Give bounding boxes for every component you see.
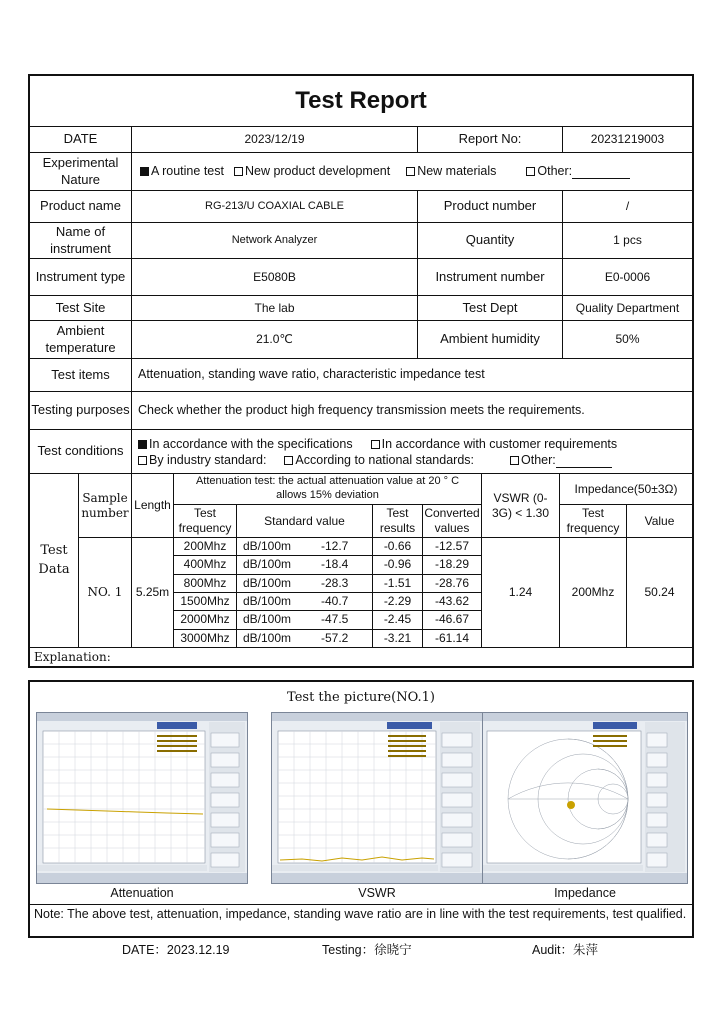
row-unit: dB/100m <box>237 611 297 629</box>
row-unit: dB/100m <box>237 593 297 611</box>
row-frequency: 1500Mhz <box>174 593 237 611</box>
instrument-name-value: Network Analyzer <box>132 223 418 259</box>
product-number-value: / <box>563 191 692 223</box>
test-dept-label: Test Dept <box>418 296 563 321</box>
checked-box-icon <box>138 440 147 449</box>
row-converted-value: -46.67 <box>423 611 482 629</box>
row-converted-value: -28.76 <box>423 575 482 593</box>
caption-attenuation: Attenuation <box>110 886 174 900</box>
testing-purposes-value: Check whether the product high frequency transmission meets the requirements. <box>132 392 692 430</box>
nature-label: Experimental Nature <box>30 153 132 191</box>
row-standard-value: -18.4 <box>297 556 373 574</box>
nature-option-other: Other: <box>526 164 630 180</box>
sample-number-header: Sample number <box>79 474 132 538</box>
quantity-label: Quantity <box>418 223 563 259</box>
checkbox-icon <box>510 456 519 465</box>
row-test-result: -0.66 <box>373 538 423 556</box>
row-unit: dB/100m <box>237 575 297 593</box>
report-no-value: 20231219003 <box>563 126 692 153</box>
test-conditions-label: Test conditions <box>30 430 132 474</box>
row-converted-value: -43.62 <box>423 593 482 611</box>
caption-impedance: Impedance <box>554 886 616 900</box>
footer-testing: Testing：徐晓宁 <box>322 943 412 957</box>
checkbox-icon <box>234 167 243 176</box>
impedance-screenshot <box>482 712 688 884</box>
row-unit: dB/100m <box>237 630 297 648</box>
test-site-value: The lab <box>132 296 418 321</box>
instrument-type-label: Instrument type <box>30 259 132 296</box>
row-standard-value: -40.7 <box>297 593 373 611</box>
row-test-result: -0.96 <box>373 556 423 574</box>
impedance-header: Impedance(50±3Ω) <box>560 474 692 505</box>
report-title: Test Report <box>30 76 692 127</box>
row-frequency: 800Mhz <box>174 575 237 593</box>
footer-audit: Audit：朱萍 <box>532 943 598 957</box>
instrument-number-value: E0-0006 <box>563 259 692 296</box>
nature-option-new-materials: New materials <box>406 164 496 180</box>
ambient-temp-label: Ambient temperature <box>30 321 132 359</box>
instrument-name-label: Name of instrument <box>30 223 132 259</box>
row-converted-value: -18.29 <box>423 556 482 574</box>
test-data-label: Test Data <box>30 474 79 648</box>
attenuation-header: Attenuation test: the actual attenuation value at 20 ° C allows 15% deviation <box>174 474 482 505</box>
row-converted-value: -12.57 <box>423 538 482 556</box>
product-number-label: Product number <box>418 191 563 223</box>
nature-option-new-product: New product development <box>234 164 390 180</box>
date-value: 2023/12/19 <box>132 126 418 153</box>
footer-date: DATE：2023.12.19 <box>122 943 230 957</box>
row-test-result: -3.21 <box>373 630 423 648</box>
instrument-number-label: Instrument number <box>418 259 563 296</box>
converted-values-header: Converted values <box>423 505 482 538</box>
vswr-header: VSWR (0-3G) < 1.30 <box>482 474 560 538</box>
row-test-result: -2.45 <box>373 611 423 629</box>
condition-specifications: In accordance with the specifications <box>149 436 353 451</box>
row-unit: dB/100m <box>237 538 297 556</box>
nature-options <box>132 153 692 191</box>
ambient-humidity-value: 50% <box>563 321 692 359</box>
impedance-value: 50.24 <box>627 538 692 648</box>
condition-customer: In accordance with customer requirements <box>381 436 618 451</box>
condition-other: Other: <box>521 452 556 467</box>
row-frequency: 200Mhz <box>174 538 237 556</box>
row-standard-value: -28.3 <box>297 575 373 593</box>
row-test-result: -1.51 <box>373 575 423 593</box>
test-results-header: Test results <box>373 505 423 538</box>
ambient-temp-value: 21.0℃ <box>132 321 418 359</box>
ambient-humidity-label: Ambient humidity <box>418 321 563 359</box>
date-label: DATE <box>30 126 132 153</box>
product-name-value: RG-213/U COAXIAL CABLE <box>132 191 418 223</box>
standard-value-header: Standard value <box>237 505 373 538</box>
condition-national: According to national standards: <box>295 452 475 467</box>
note-text: Note: The above test, attenuation, impedance, standing wave ratio are in line with the test requirements, test qualified. <box>30 904 692 936</box>
test-frequency-header: Test frequency <box>174 505 237 538</box>
length-header: Length <box>132 474 174 538</box>
checked-box-icon <box>140 167 149 176</box>
explanation-label: Explanation: <box>34 649 111 664</box>
checkbox-icon <box>371 440 380 449</box>
attenuation-plot <box>37 713 247 883</box>
test-dept-value: Quality Department <box>563 296 692 321</box>
checkbox-icon <box>526 167 535 176</box>
row-standard-value: -57.2 <box>297 630 373 648</box>
test-items-value: Attenuation, standing wave ratio, characteristic impedance test <box>132 359 692 392</box>
row-frequency: 400Mhz <box>174 556 237 574</box>
checkbox-icon <box>138 456 147 465</box>
test-site-label: Test Site <box>30 296 132 321</box>
quantity-value: 1 pcs <box>563 223 692 259</box>
test-report-table <box>28 74 694 668</box>
impedance-value-header: Value <box>627 505 692 538</box>
smith-chart-plot <box>483 713 687 883</box>
row-frequency: 3000Mhz <box>174 630 237 648</box>
sample-number-value: NO. 1 <box>79 538 132 648</box>
checkbox-icon <box>284 456 293 465</box>
test-items-label: Test items <box>30 359 132 392</box>
row-unit: dB/100m <box>237 556 297 574</box>
product-name-label: Product name <box>30 191 132 223</box>
vswr-plot <box>272 713 482 883</box>
impedance-frequency-value: 200Mhz <box>560 538 627 648</box>
row-converted-value: -61.14 <box>423 630 482 648</box>
test-pictures-section <box>28 680 694 938</box>
length-value: 5.25m <box>132 538 174 648</box>
row-standard-value: -47.5 <box>297 611 373 629</box>
vswr-screenshot <box>271 712 483 884</box>
attenuation-screenshot <box>36 712 248 884</box>
testing-purposes-label: Testing purposes <box>30 392 132 430</box>
test-conditions-value <box>132 430 692 474</box>
impedance-frequency-header: Test frequency <box>560 505 627 538</box>
condition-industry: By industry standard: <box>149 452 267 467</box>
nature-option-routine: A routine test <box>140 164 224 180</box>
row-test-result: -2.29 <box>373 593 423 611</box>
row-frequency: 2000Mhz <box>174 611 237 629</box>
caption-vswr: VSWR <box>358 886 396 900</box>
pictures-title: Test the picture(NO.1) <box>287 690 435 705</box>
row-standard-value: -12.7 <box>297 538 373 556</box>
report-no-label: Report No: <box>418 126 563 153</box>
vswr-value: 1.24 <box>482 538 560 648</box>
instrument-type-value: E5080B <box>132 259 418 296</box>
checkbox-icon <box>406 167 415 176</box>
